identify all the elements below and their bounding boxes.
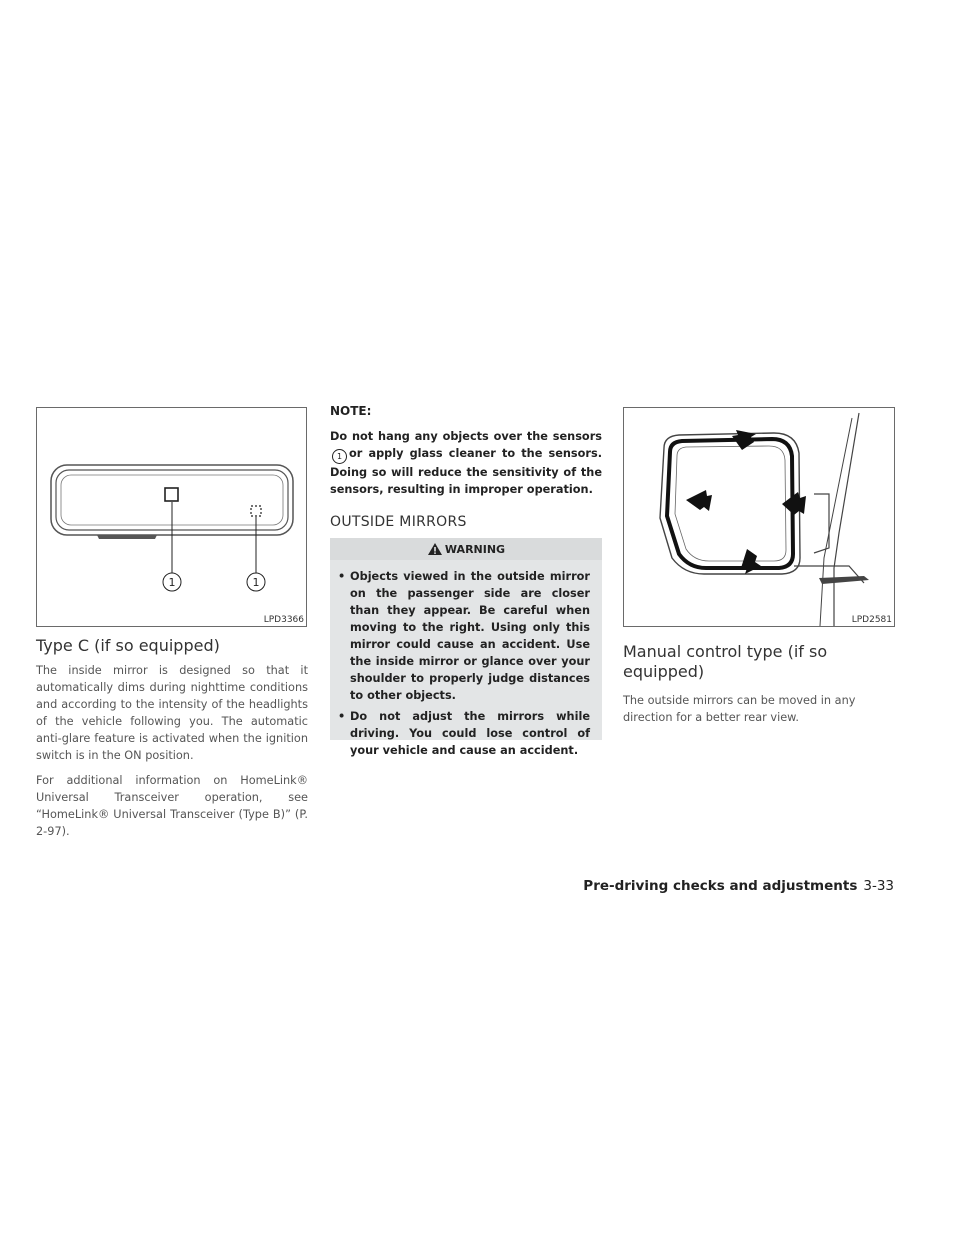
outside-mirror-illustration <box>624 408 894 626</box>
footer-section: Pre-driving checks and adjustments <box>583 878 858 894</box>
section-title: OUTSIDE MIRRORS <box>330 514 467 530</box>
inside-mirror-illustration <box>37 408 306 626</box>
outside-mirror-figure <box>623 407 895 627</box>
type-c-paragraph: The inside mirror is designed so that it automatically dims during nighttime conditions and according to the intensity of the headlights of the vehicle following you. The automatic anti-glare feature is activated when the ignition switch is in the ON position. <box>36 664 308 762</box>
note-heading: NOTE: <box>330 404 372 418</box>
warning-header <box>330 538 602 560</box>
warning-text: Objects viewed in the outside mirror on the passenger side are closer than they appear. Be careful when moving to the right. Using only this mirror could cause an accident. Use the inside mirror or glance over your shoulder to properly judge distances to other objects. <box>350 570 590 702</box>
note-text-b: or apply glass cleaner to the sensors. Doing so will reduce the sensitivity of the sensors, resulting in improper operation. <box>330 447 602 496</box>
sensor-callout: 1 <box>332 449 347 464</box>
figure-code: LPD3366 <box>263 615 304 625</box>
page-footer <box>583 878 894 894</box>
warning-icon <box>427 542 443 556</box>
homelink-paragraph: For additional information on HomeLink® Universal Transceiver operation, see “HomeLink® Universal Transceiver (Type B)” (P. 2-97). <box>36 774 308 838</box>
note-text-a: Do not hang any objects over the sensors <box>330 430 602 443</box>
manual-control-heading: Manual control type (if so equipped) <box>623 642 828 681</box>
page-number: 3-33 <box>863 878 894 894</box>
manual-control-paragraph: The outside mirrors can be moved in any direction for a better rear view. <box>623 694 856 724</box>
warning-text: Do not adjust the mirrors while driving. You could lose control of your vehicle and cause an accident. <box>350 710 590 757</box>
figure-code: LPD2581 <box>851 615 892 625</box>
warning-label: WARNING <box>444 542 506 556</box>
note-text <box>330 428 602 498</box>
warning-bullet: • Do not adjust the mirrors while driving. You could lose control of your vehicle and cause an accident. <box>338 710 590 757</box>
warning-box <box>330 538 602 757</box>
inside-mirror-figure <box>36 407 307 627</box>
callout-1a: 1 <box>168 576 176 589</box>
warning-bullet: • Objects viewed in the outside mirror on the passenger side are closer than they appear. Be careful when moving to the right. Using only this mirror could cause an accident. Use the inside mirror or glance over your shoulder to properly judge distances to other objects. <box>338 570 590 702</box>
type-c-heading: Type C (if so equipped) <box>36 636 220 655</box>
callout-1b: 1 <box>252 576 260 589</box>
